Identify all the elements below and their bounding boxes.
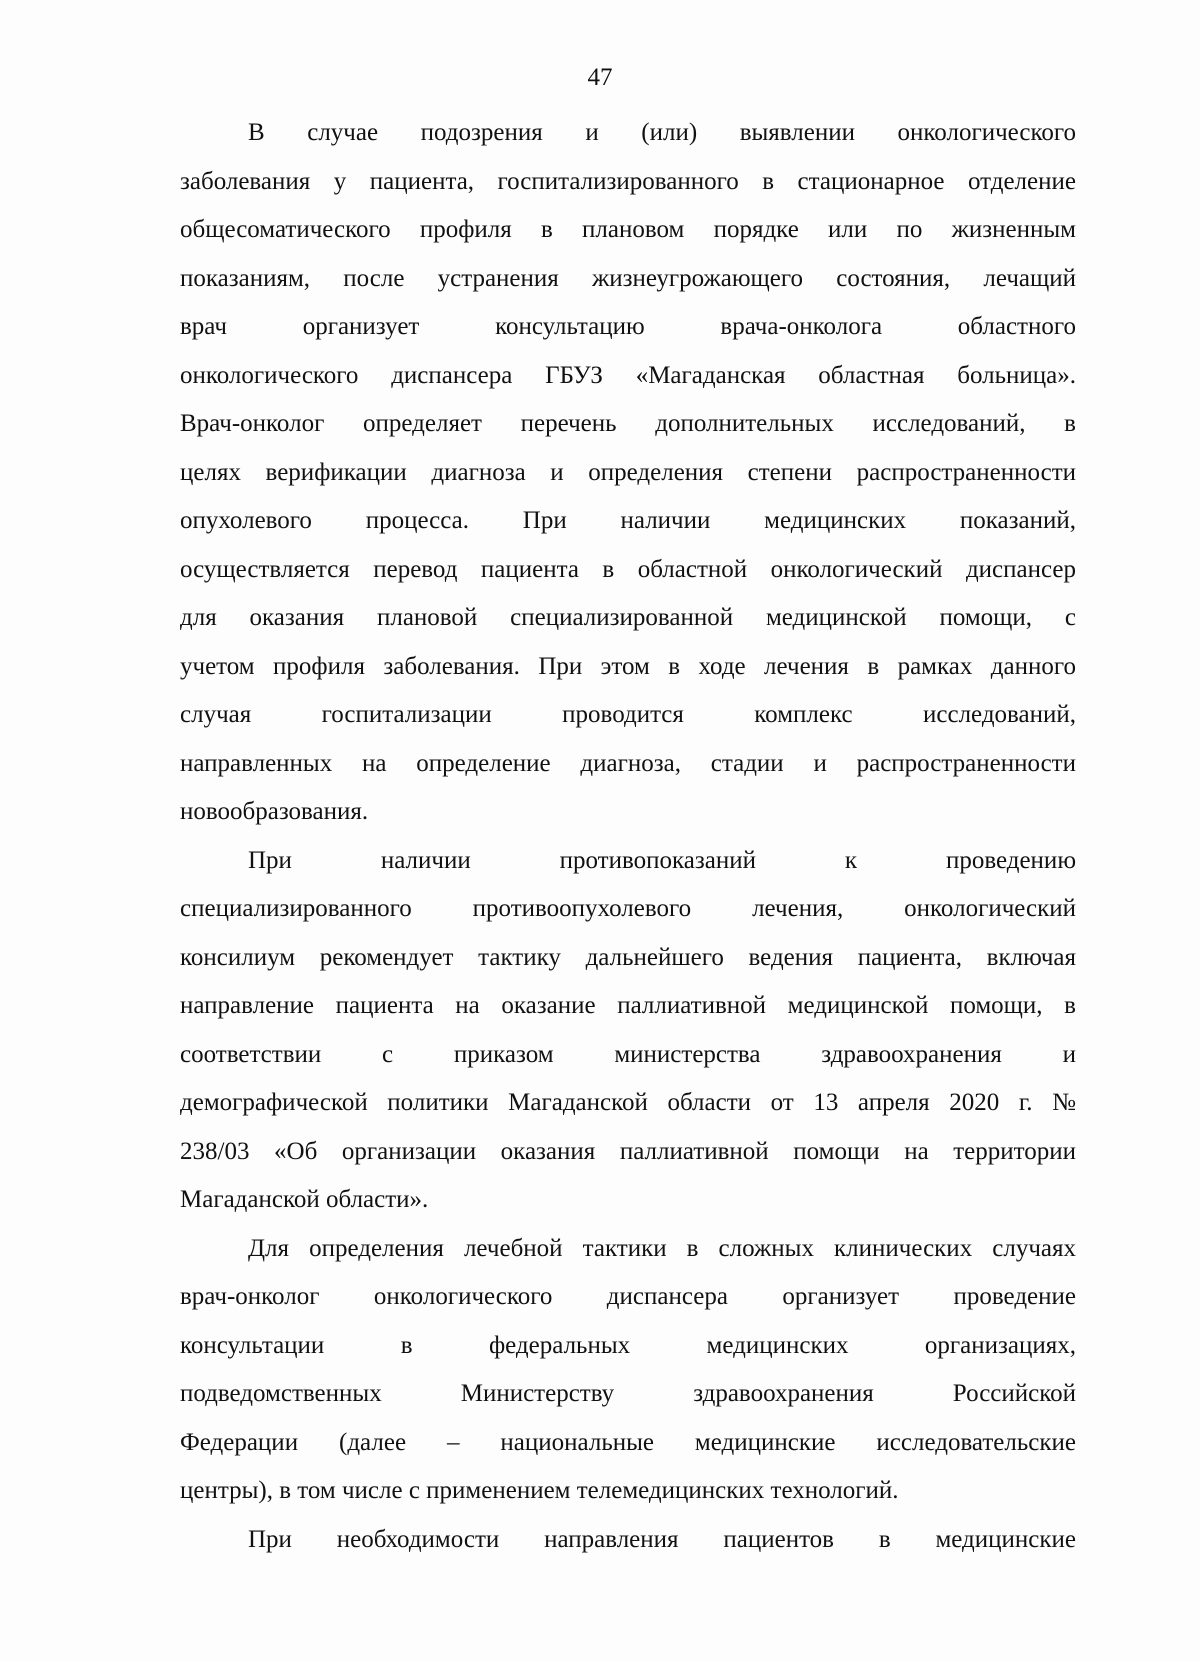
- text-line: врач-онколог онкологического диспансера организует проведение: [180, 1283, 1076, 1310]
- text-line: консилиум рекомендует тактику дальнейшего ведения пациента, включая: [180, 943, 1076, 971]
- text-line: Магаданской области».: [180, 1186, 429, 1213]
- text-line: соответствии с приказом министерства здравоохранения и: [180, 1040, 1076, 1068]
- page-number: 47: [587, 64, 613, 91]
- text-line: направление пациента на оказание паллиативной медицинской помощи, в: [180, 992, 1076, 1019]
- paragraph-1: [180, 109, 1076, 837]
- text-line: Врач-онколог определяет перечень дополнительных исследований, в: [180, 410, 1076, 437]
- text-line: заболевания у пациента, госпитализированного в стационарное отделение: [180, 167, 1076, 195]
- text-line: консультации в федеральных медицинских организациях,: [180, 1331, 1076, 1359]
- text-line: для оказания плановой специализированной медицинской помощи, с: [180, 604, 1076, 631]
- text-line: специализированного противоопухолевого лечения, онкологический: [180, 895, 1076, 922]
- paragraph-3: [180, 1225, 1076, 1516]
- text-line: В случае подозрения и (или) выявлении онкологического: [248, 119, 1076, 146]
- text-line: центры), в том числе с применением телемедицинских технологий.: [180, 1477, 899, 1504]
- text-line: учетом профиля заболевания. При этом в ходе лечения в рамках данного: [180, 652, 1076, 680]
- text-line: осуществляется перевод пациента в областной онкологический диспансер: [180, 555, 1076, 583]
- text-line: целях верификации диагноза и определения степени распространенности: [180, 458, 1076, 486]
- text-line: Федерации (далее – национальные медицинские исследовательские: [180, 1428, 1076, 1456]
- text-line: опухолевого процесса. При наличии медицинских показаний,: [180, 507, 1076, 534]
- text-line: Для определения лечебной тактики в сложных клинических случаях: [248, 1234, 1076, 1262]
- text-line: общесоматического профиля в плановом порядке или по жизненным: [180, 216, 1076, 243]
- text-line: новообразования.: [180, 798, 369, 825]
- text-line: направленных на определение диагноза, стадии и распространенности: [180, 749, 1076, 777]
- document-body: [180, 109, 1076, 1564]
- text-line: При необходимости направления пациентов в медицинские: [248, 1525, 1076, 1553]
- text-line: демографической политики Магаданской области от 13 апреля 2020 г. №: [180, 1089, 1076, 1116]
- text-line: показаниям, после устранения жизнеугрожающего состояния, лечащий: [180, 264, 1076, 292]
- text-line: онкологического диспансера ГБУЗ «Магаданская областная больница».: [180, 361, 1076, 389]
- paragraph-4: [180, 1516, 1076, 1565]
- text-line: 238/03 «Об организации оказания паллиативной помощи на территории: [180, 1137, 1076, 1165]
- text-line: врач организует консультацию врача-онколога областного: [180, 313, 1076, 340]
- text-line: подведомственных Министерству здравоохранения Российской: [180, 1380, 1076, 1407]
- text-line: При наличии противопоказаний к проведению: [248, 846, 1076, 874]
- text-line: случая госпитализации проводится комплекс исследований,: [180, 701, 1076, 728]
- paragraph-2: [180, 837, 1076, 1225]
